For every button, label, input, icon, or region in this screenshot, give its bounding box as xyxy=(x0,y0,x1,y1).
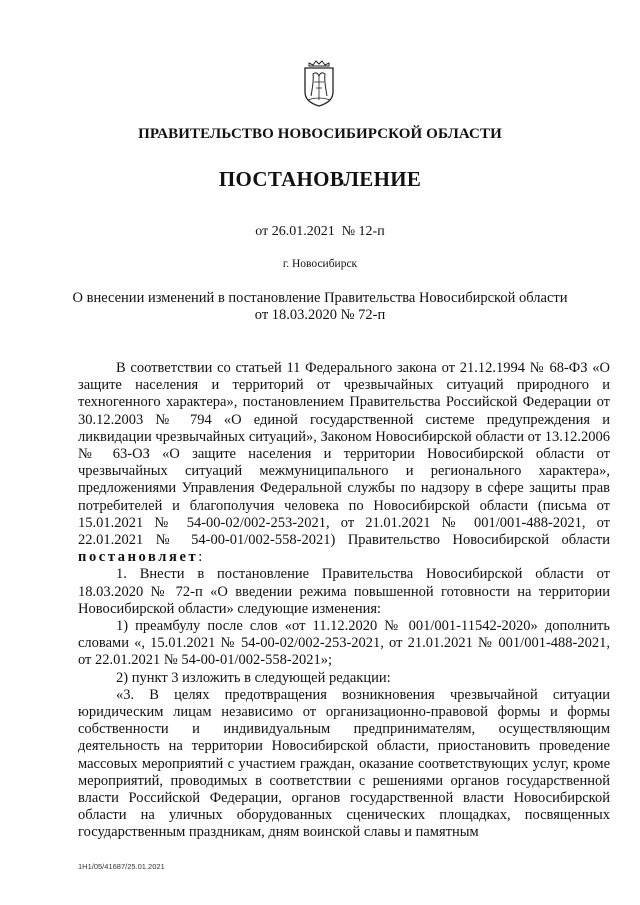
resolves-word: постановляет xyxy=(78,549,199,566)
government-name: ПРАВИТЕЛЬСТВО НОВОСИБИРСКОЙ ОБЛАСТИ xyxy=(138,126,502,142)
item-paragraph: 1) преамбулу после слов «от 11.12.2020 № 001/001-11542-2020» дополнить словами «, 15.01.2021 № 54-00-02/002-253-2021, от 21.01.2021 № 001/001-488-2021, от 22.01.2021 № 54-00-01/002-558-2021»; xyxy=(78,618,610,669)
document-code: 1Н1/05/41687/25.01.2021 xyxy=(78,862,165,871)
document-date-number: от 26.01.2021 № 12-п xyxy=(255,224,385,239)
preamble-paragraph xyxy=(78,360,610,566)
subject-line: О внесении изменений в постановление Правительства Новосибирской области xyxy=(72,290,568,306)
subject-line: от 18.03.2020 № 72-п xyxy=(254,307,386,323)
item-paragraph: 2) пункт 3 изложить в следующей редакции: xyxy=(116,669,391,686)
item-paragraph: «3. В целях предотвращения возникновения чрезвычайной ситуации юридическим лицам независимо от организационно-правовой формы и формы собственности и индивидуальным предпринимателям, осуществляющим деятельность на территории Новосибирской области, приостановить проведение массовых мероприятий с участием граждан, оказание соответствующих услуг, кроме мероприятий, проводимых в соответствии с решениями органов государственной власти Российской Федерации, органов государственной власти Новосибирской области на уличных оборудованных сценических площадках, посвященных государственным праздникам, дням воинской славы и памятным xyxy=(78,686,610,841)
item-paragraph: 1. Внести в постановление Правительства Новосибирской области от 18.03.2020 № 72-п «О введении режима повышенной готовности на территории Новосибирской области» следующие изменения: xyxy=(78,566,610,617)
coat-of-arms-icon xyxy=(302,56,336,108)
resolves-colon: : xyxy=(198,549,203,566)
document-city: г. Новосибирск xyxy=(282,258,358,270)
document-subject xyxy=(0,290,640,324)
document-body xyxy=(78,360,610,842)
document-type: ПОСТАНОВЛЕНИЕ xyxy=(218,167,422,191)
preamble-text: В соответствии со статьей 11 Федерального закона от 21.12.1994 № 68-ФЗ «О защите населения и территорий от чрезвычайных ситуаций природного и техногенного характера», постановлением Правительства Российской Федерации от 30.12.2003 № 794 «О единой государственной системе предупреждения и ликвидации чрезвычайных ситуаций», Законом Новосибирской области от 13.12.2006 № 63-ОЗ «О защите населения и территории Новосибирской области от чрезвычайных ситуаций межмуниципального и регионального характера», предложениями Управления Федеральной службы по надзору в сфере защиты прав потребителей и благополучия человека по Новосибирской области (письма от 15.01.2021 № 54-00-02/002-253-2021, от 21.01.2021 № 001/001-488-2021, от 22.01.2021 № 54-00-01/002-558-2021) Правительство Новосибирской области xyxy=(78,360,610,549)
